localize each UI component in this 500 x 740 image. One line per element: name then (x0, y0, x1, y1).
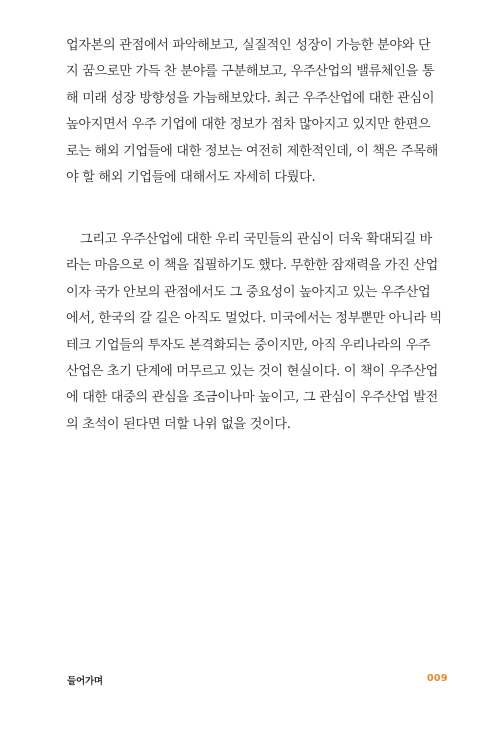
body-paragraph-2 (66, 227, 460, 438)
text-line: 의 초석이 된다면 더할 나위 없을 것이다. (66, 416, 291, 432)
text-line: 야 할 해외 기업들에 대해서도 자세히 다뤘다. (66, 170, 316, 186)
running-footer-section-title: 들어가며 (67, 676, 103, 687)
text-line: 에 대한 대중의 관심을 조금이나마 높이고, 그 관심이 우주산업 발전 (66, 390, 439, 406)
text-line: 높아지면서 우주 기업에 대한 정보가 점차 많아지고 있지만 한편으 (66, 117, 431, 133)
text-line: 산업은 초기 단계에 머무르고 있는 것이 현실이다. 이 책이 우주산업 (66, 364, 439, 380)
body-paragraph-1 (66, 33, 460, 191)
text-line: 업자본의 관점에서 파악해보고, 실질적인 성장이 가능한 분야와 단 (66, 38, 431, 53)
text-line: 이자 국가 안보의 관점에서도 그 중요성이 높아지고 있는 우주산업 (66, 284, 431, 300)
text-line: 테크 기업들의 투자도 본격화되는 중이지만, 아직 우리나라의 우주 (66, 337, 431, 353)
text-line: 로는 해외 기업들에 대한 정보는 여전히 제한적인데, 이 책은 주목해 (66, 143, 439, 159)
text-line: 에서, 한국의 갈 길은 아직도 멀었다. 미국에서는 정부뿐만 아니라 빅 (66, 311, 442, 327)
text-line: 라는 마음으로 이 책을 집필하기도 했다. 무한한 잠재력을 가진 산업 (66, 258, 439, 274)
text-line: 지 꿈으로만 가득 찬 분야를 구분해보고, 우주산업의 밸류체인을 통 (66, 64, 435, 80)
text-line: 그리고 우주산업에 대한 우리 국민들의 관심이 더욱 확대되길 바 (80, 232, 432, 247)
page-number: 009 (427, 673, 448, 684)
text-line: 해 미래 성장 방향성을 가늠해보았다. 최근 우주산업에 대한 관심이 (66, 90, 435, 106)
